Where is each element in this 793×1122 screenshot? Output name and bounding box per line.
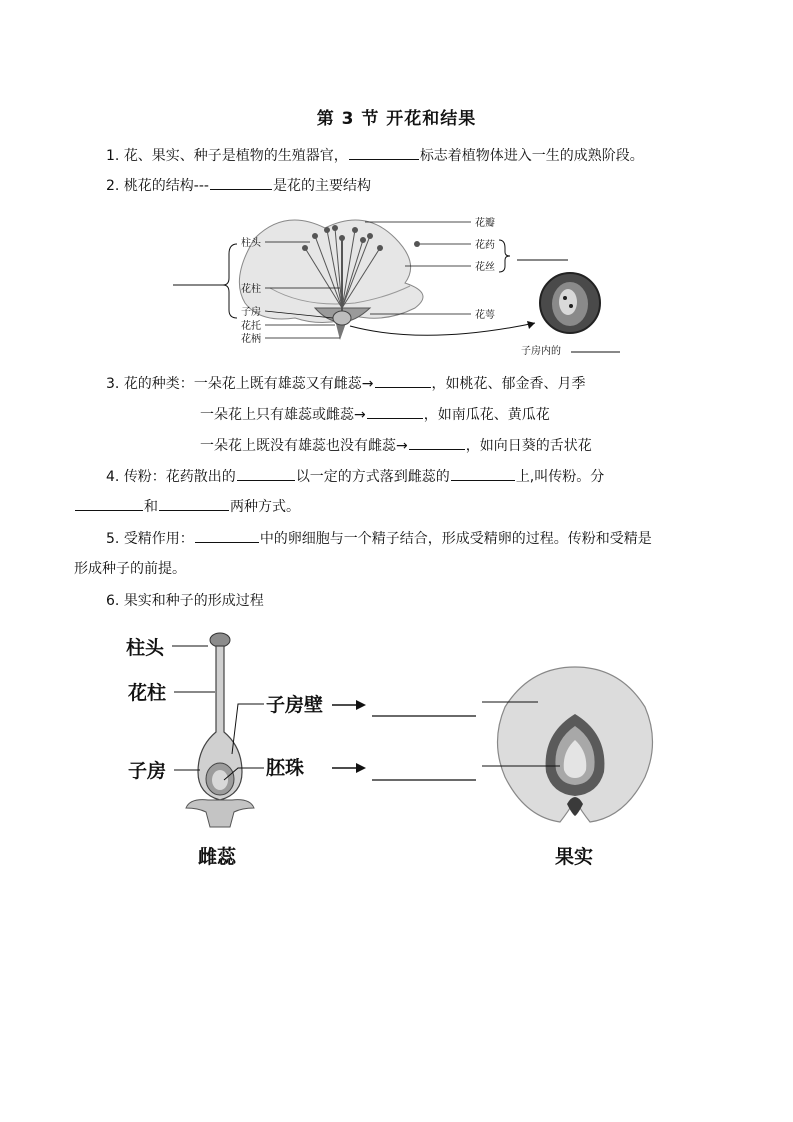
label-style: 花柱 [241,284,261,295]
q3-row1-blank[interactable] [375,374,431,388]
q4-number: 4. [106,469,120,485]
q3-row2-post: ，如南瓜花、黄瓜花 [423,407,550,423]
q2-text-pre: 桃花的结构--- [123,178,209,194]
label-ovule: 胚珠 [266,757,305,779]
q3-row3-pre: 一朵花上既没有雄蕊也没有雌蕊→ [200,438,408,454]
question-3-row-1 [106,374,586,393]
q3-number: 3. [106,376,120,392]
label-pistil-stigma: 柱头 [126,637,165,659]
label-filament: 花丝 [475,262,495,273]
q3-lead: 花的种类： [123,376,194,392]
q4-line2-post: 两种方式。 [230,499,300,515]
label-flower-stalk: 花柄 [241,334,261,345]
label-ovary-wall: 子房壁 [266,694,324,716]
label-sepal: 花萼 [475,310,495,321]
q4-blank-4[interactable] [159,497,229,511]
q4-blank-3[interactable] [75,497,143,511]
q3-row1-pre: 一朵花上既有雄蕊又有雌蕊→ [193,376,374,392]
label-stigma: 柱头 [241,238,261,249]
label-pistil: 雌蕊 [198,846,237,868]
q1-text-pre: 花、果实、种子是植物的生殖器官， [123,148,348,164]
question-3-row-2 [200,405,550,424]
label-petal: 花瓣 [475,218,495,229]
q4-post: 上,叫传粉。分 [515,469,605,485]
q1-number: 1. [106,148,120,164]
question-4-line-1 [106,467,604,486]
q5-pre: 受精作用： [123,531,194,547]
label-ovary-inside: 子房内的 [521,346,561,357]
question-6 [106,592,264,610]
q5-number: 5. [106,531,120,547]
q2-number: 2. [106,178,120,194]
q3-row1-post: ，如桃花、郁金香、月季 [431,376,586,392]
q3-row2-blank[interactable] [367,405,423,419]
q1-text-post: 标志着植物体进入一生的成熟阶段。 [419,148,644,164]
q5-post: 中的卵细胞与一个精子结合，形成受精卵的过程。传粉和受精是 [259,531,652,547]
q4-blank-2[interactable] [451,467,515,481]
page-title: 第 3 节 开花和结果 [316,109,477,129]
question-5-line-2: 形成种子的前提。 [74,561,186,577]
q2-answer-blank[interactable] [210,176,272,190]
label-ovary: 子房 [241,307,261,318]
label-anther: 花药 [475,240,495,251]
label-receptacle: 花托 [241,321,261,332]
q5-blank[interactable] [195,529,259,543]
q3-row3-blank[interactable] [409,436,465,450]
label-pistil-ovary: 子房 [128,760,167,782]
q3-row2-pre: 一朵花上只有雄蕊或雌蕊→ [200,407,366,423]
question-3-row-3 [200,436,592,455]
fruit-formation-diagram [120,622,680,872]
label-pistil-style: 花柱 [128,682,167,704]
q2-text-post: 是花的主要结构 [272,178,371,194]
q4-pre: 传粉：花药散出的 [123,469,236,485]
q3-row3-post: ，如向日葵的舌状花 [465,438,592,454]
question-4-line-2 [74,497,300,516]
q4-blank-1[interactable] [237,467,295,481]
q6-number: 6. [106,593,120,609]
q1-answer-blank[interactable] [349,146,419,160]
label-fruit: 果实 [555,846,594,868]
peach-flower-diagram [165,208,635,360]
q6-text: 果实和种子的形成过程 [123,593,264,609]
question-5-line-1 [106,529,652,548]
q4-mid: 以一定的方式落到雌蕊的 [295,469,450,485]
q4-line2-mid: 和 [144,499,158,515]
question-2 [106,176,371,195]
question-1 [106,146,644,165]
